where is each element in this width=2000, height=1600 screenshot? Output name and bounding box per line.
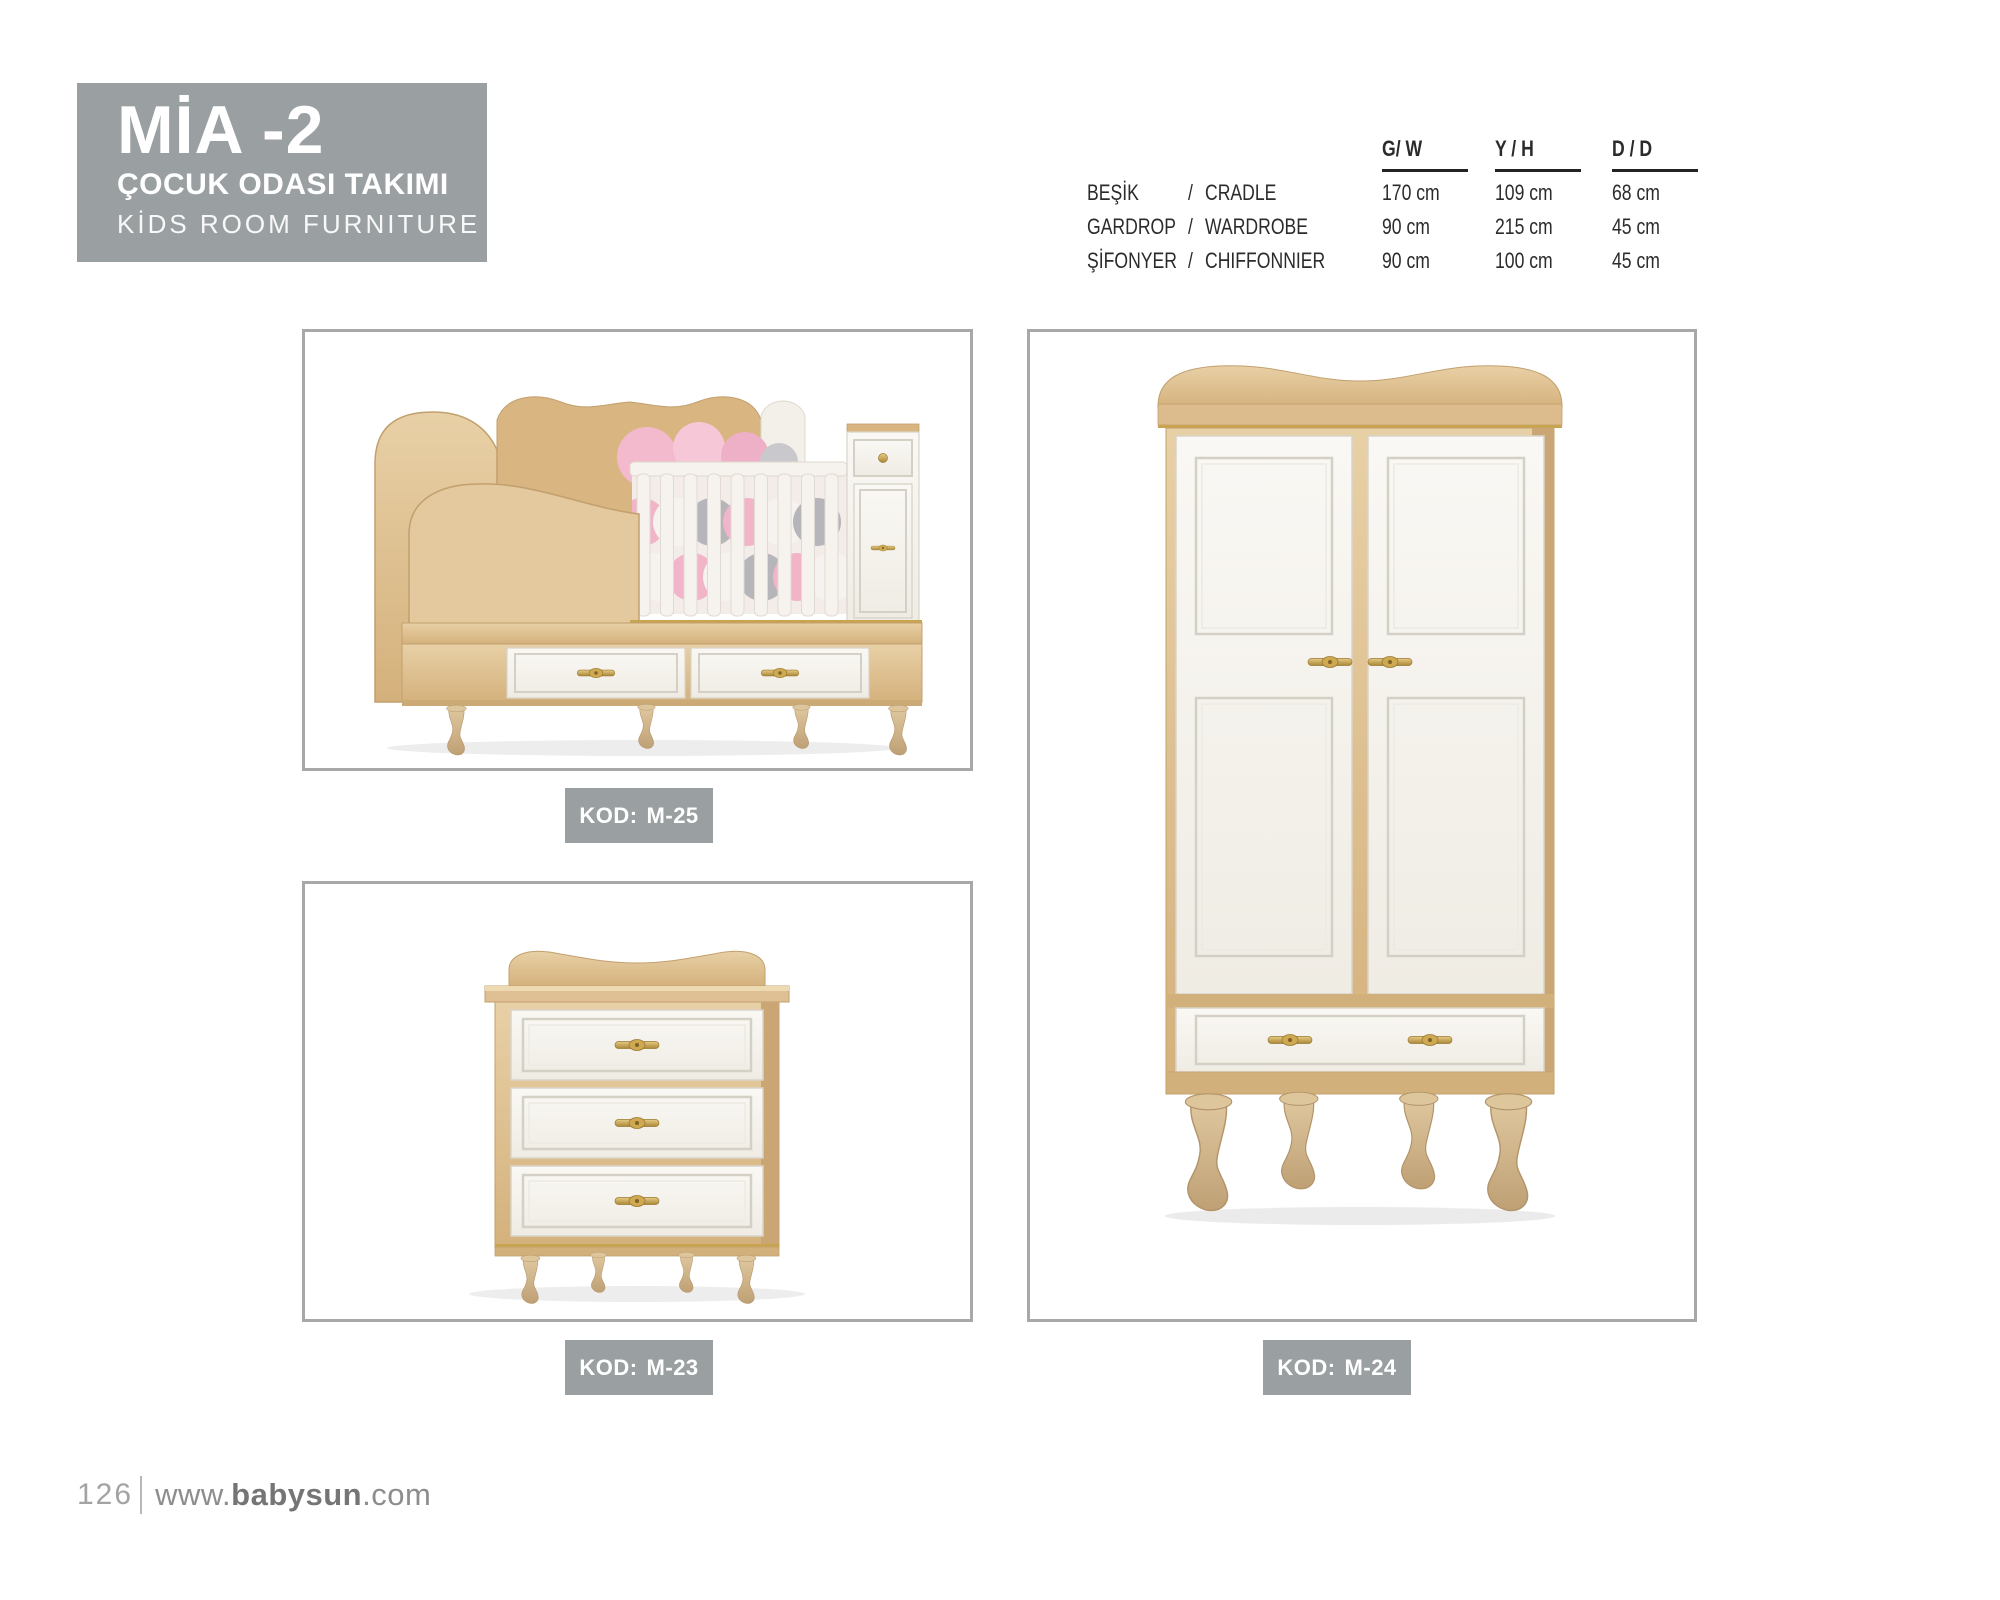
product-frame-chiffonnier	[302, 881, 973, 1322]
website-name: babysun	[231, 1477, 363, 1512]
spec-height: 109 cm	[1495, 180, 1553, 205]
spec-height: 100 cm	[1495, 248, 1553, 273]
spec-width: 90 cm	[1382, 214, 1430, 239]
wardrobe-drawer	[1166, 994, 1554, 1094]
wardrobe-crown	[1158, 366, 1562, 408]
kod-value: M-25	[646, 802, 699, 828]
page-number: 126	[77, 1478, 134, 1511]
website-suffix: .com	[362, 1477, 432, 1512]
series-title: MİA -2	[117, 92, 325, 168]
spec-depth: 45 cm	[1612, 248, 1660, 273]
spec-width: 90 cm	[1382, 248, 1430, 273]
kod-label: KOD:	[579, 802, 638, 828]
spec-separator: /	[1188, 214, 1193, 239]
chiffonnier-drawers	[511, 1010, 763, 1236]
wardrobe-feet	[1185, 1092, 1531, 1210]
product-code-badge-m25	[565, 788, 713, 843]
spec-name-en: WARDROBE	[1205, 214, 1308, 239]
dimensions-table	[1087, 136, 1702, 282]
spec-name-tr: GARDROP	[1087, 214, 1176, 239]
wardrobe-illustration	[1150, 354, 1570, 1229]
spec-separator: /	[1188, 180, 1193, 205]
cradle-side-cabinet	[847, 424, 919, 626]
series-subtitle-english: KİDS ROOM FURNITURE	[117, 209, 481, 240]
spec-width: 170 cm	[1382, 180, 1440, 205]
kod-label: KOD:	[579, 1354, 638, 1380]
website-prefix: www.	[155, 1477, 232, 1512]
spec-depth: 68 cm	[1612, 180, 1660, 205]
product-code-badge-m23	[565, 1340, 713, 1395]
series-subtitle-turkish: ÇOCUK ODASI TAKIMI	[117, 168, 449, 202]
chiffonnier-illustration	[447, 944, 827, 1304]
col-header-height: Y / H	[1495, 136, 1612, 180]
kod-value: M-23	[646, 1354, 699, 1380]
footer-divider	[140, 1476, 142, 1514]
cradle-illustration	[347, 372, 927, 757]
product-frame-wardrobe	[1027, 329, 1697, 1322]
spec-height: 215 cm	[1495, 214, 1553, 239]
col-header-depth: D / D	[1612, 136, 1702, 180]
col-header-width: G/ W	[1382, 136, 1495, 180]
website-url	[155, 1477, 431, 1513]
spec-depth: 45 cm	[1612, 214, 1660, 239]
spec-name-en: CHIFFONNIER	[1205, 248, 1326, 273]
product-code-badge-m24	[1263, 1340, 1411, 1395]
series-title-box	[77, 83, 487, 262]
page-footer	[77, 1476, 431, 1514]
spec-name-tr: ŞİFONYER	[1087, 248, 1177, 273]
kod-value: M-24	[1344, 1354, 1397, 1380]
spec-name-tr: BEŞİK	[1087, 180, 1139, 205]
spec-separator: /	[1188, 248, 1193, 273]
spec-name-en: CRADLE	[1205, 180, 1277, 205]
cradle-slat-rail	[630, 462, 847, 616]
chiffonnier-backsplash	[509, 951, 765, 986]
product-frame-cradle	[302, 329, 973, 771]
kod-label: KOD:	[1277, 1354, 1336, 1380]
cradle-drawers	[402, 644, 922, 706]
